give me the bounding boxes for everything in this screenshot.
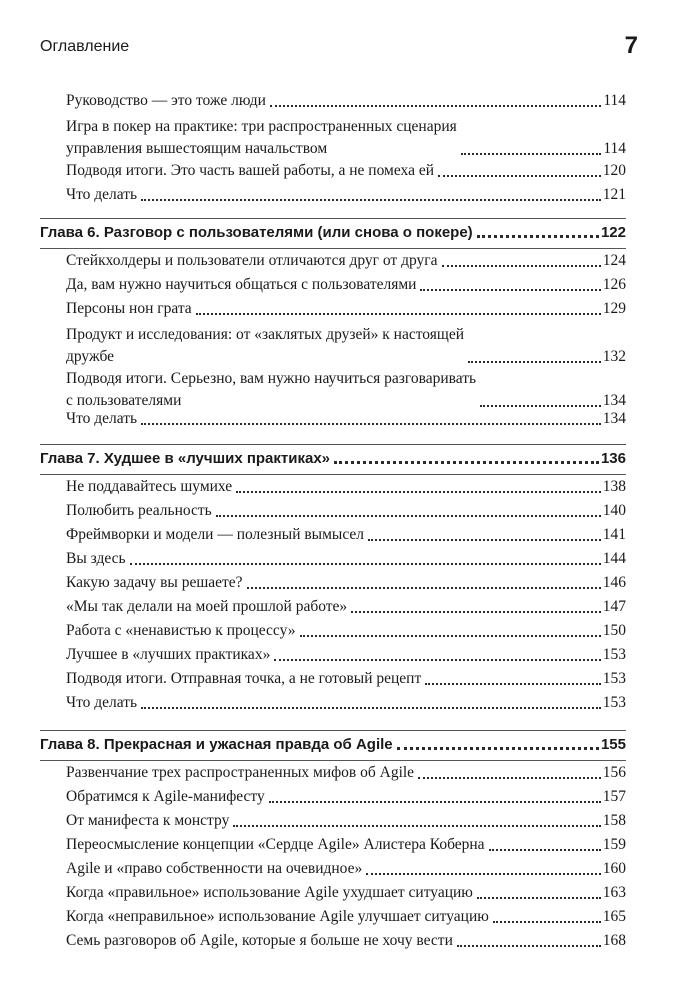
toc-entry-title: Подводя итоги. Серьезно, вам нужно научиться разговаривать с пользователями	[66, 370, 477, 409]
toc-entry-title: Agile и «право собственности на очевидное»	[66, 860, 363, 877]
toc-entry-page: 159	[602, 836, 626, 853]
toc-entry	[66, 692, 626, 714]
toc-entry-page: 124	[602, 252, 626, 269]
toc-entry-title: Персоны нон грата	[66, 300, 192, 317]
toc-entry-title: Полюбить реальность	[66, 502, 212, 519]
toc-entry	[66, 620, 626, 642]
section-divider	[40, 248, 626, 249]
dot-leader	[442, 265, 601, 267]
toc-entry-page: 165	[602, 908, 626, 925]
toc-entry-title: Переосмысление концепции «Сердце Agile» Алистера Коберна	[66, 836, 485, 853]
dot-leader	[270, 105, 601, 107]
toc-entry	[66, 500, 626, 522]
dot-leader	[300, 635, 601, 637]
toc-entry-title: Да, вам нужно научиться общаться с пользователями	[66, 276, 417, 293]
toc-entry-page: 114	[603, 140, 626, 157]
toc-entry-page: 156	[602, 764, 626, 781]
toc-entry-page: 134	[602, 410, 626, 427]
toc-entry-title: Фреймворки и модели — полезный вымысел	[66, 526, 365, 543]
toc-entry-page: 157	[602, 788, 626, 805]
dot-leader	[130, 563, 601, 565]
toc-entry	[66, 644, 626, 666]
toc-entry-title: Какую задачу вы решаете?	[66, 574, 243, 591]
toc-entry-page: 138	[602, 478, 626, 495]
toc-entry	[66, 184, 626, 206]
toc-entry-page: 160	[602, 860, 626, 877]
toc-chapter-page: 136	[600, 450, 626, 467]
section-divider	[40, 444, 626, 445]
toc-entry	[66, 882, 626, 904]
toc-entry-title: От манифеста к монстру	[66, 812, 230, 829]
toc-entry-page: 144	[602, 550, 626, 567]
toc-entry-page: 158	[602, 812, 626, 829]
toc-chapter-page: 155	[600, 736, 626, 753]
toc-entry-title: Стейкхолдеры и пользователи отличаются друг от друга	[66, 252, 438, 269]
dot-leader	[141, 199, 601, 201]
dot-leader	[493, 921, 601, 923]
section-divider	[40, 730, 626, 731]
running-head	[40, 34, 638, 64]
dot-leader	[269, 801, 601, 803]
toc-entry-page: 134	[602, 392, 626, 409]
toc-entry-page: 120	[602, 162, 626, 179]
toc-entry-page: 140	[602, 502, 626, 519]
dot-leader	[420, 289, 600, 291]
dot-leader	[418, 777, 601, 779]
toc-entry	[66, 90, 626, 112]
toc-entry-title: Не поддавайтесь шумихе	[66, 478, 233, 495]
dot-leader	[461, 153, 602, 155]
toc-entry-page: 163	[602, 884, 626, 901]
toc-entry-title: Вы здесь	[66, 550, 126, 567]
toc-entry	[66, 596, 626, 618]
dot-leader	[274, 659, 600, 661]
toc-entry-page: 114	[603, 92, 626, 109]
toc-entry	[66, 762, 626, 784]
toc-entry-title: Лучшее в «лучших практиках»	[66, 646, 271, 663]
toc-entry-title: Развенчание трех распространенных мифов об Agile	[66, 764, 415, 781]
toc-entry-title: Игра в покер на практике: три распространенных сценария управления вышестоящим начальством	[66, 118, 457, 157]
toc-entry	[66, 368, 626, 412]
toc-chapter	[40, 448, 626, 470]
toc-entry-page: 146	[602, 574, 626, 591]
dot-leader	[141, 707, 601, 709]
toc-entry	[66, 906, 626, 928]
dot-leader	[397, 747, 599, 750]
toc-entry-title: Обратимся к Agile-манифесту	[66, 788, 265, 805]
toc-entry-page: 153	[602, 694, 626, 711]
toc-entry-page: 126	[602, 276, 626, 293]
dot-leader	[368, 539, 601, 541]
toc-chapter-title: Глава 6. Разговор с пользователями (или снова о покере)	[40, 224, 473, 241]
toc-entry-title: Что делать	[66, 410, 138, 427]
dot-leader	[351, 611, 601, 613]
page-number: 7	[624, 32, 638, 59]
toc-entry-page: 129	[602, 300, 626, 317]
toc-entry-page: 168	[602, 932, 626, 949]
dot-leader	[457, 945, 601, 947]
toc-entry	[66, 160, 626, 182]
dot-leader	[438, 175, 601, 177]
dot-leader	[480, 405, 601, 407]
toc-entry	[66, 476, 626, 498]
toc-chapter-page: 122	[600, 224, 626, 241]
toc-entry-title: Что делать	[66, 186, 138, 203]
toc-entry	[66, 668, 626, 690]
toc-entry	[66, 298, 626, 320]
toc-entry-page: 132	[602, 348, 626, 365]
dot-leader	[477, 235, 599, 238]
toc-entry	[66, 324, 626, 368]
dot-leader	[141, 423, 601, 425]
dot-leader	[477, 897, 601, 899]
toc-entry-page: 153	[602, 646, 626, 663]
toc-entry-title: Руководство — это тоже люди	[66, 92, 266, 109]
toc-entry-title: Работа с «ненавистью к процессу»	[66, 622, 296, 639]
dot-leader	[196, 313, 601, 315]
dot-leader	[233, 825, 600, 827]
table-of-contents	[40, 78, 626, 978]
toc-entry	[66, 810, 626, 832]
dot-leader	[236, 491, 601, 493]
dot-leader	[366, 873, 600, 875]
toc-entry	[66, 548, 626, 570]
toc-entry-title: Продукт и исследования: от «заклятых друзей» к настоящей дружбе	[66, 326, 465, 365]
toc-entry-title: «Мы так делали на моей прошлой работе»	[66, 598, 348, 615]
section-divider	[40, 218, 626, 219]
toc-entry-title: Подводя итоги. Отправная точка, а не готовый рецепт	[66, 670, 422, 687]
running-title: Оглавление	[40, 38, 130, 55]
toc-entry	[66, 930, 626, 952]
toc-entry	[66, 786, 626, 808]
toc-entry	[66, 274, 626, 296]
toc-entry-title: Что делать	[66, 694, 138, 711]
dot-leader	[489, 849, 601, 851]
toc-entry	[66, 834, 626, 856]
section-divider	[40, 760, 626, 761]
toc-entry-page: 141	[602, 526, 626, 543]
toc-entry	[66, 116, 626, 160]
toc-entry	[66, 858, 626, 880]
dot-leader	[468, 361, 601, 363]
dot-leader	[425, 683, 600, 685]
dot-leader	[216, 515, 601, 517]
dot-leader	[247, 587, 601, 589]
toc-chapter-title: Глава 7. Худшее в «лучших практиках»	[40, 450, 331, 467]
toc-entry	[66, 408, 626, 430]
dot-leader	[334, 461, 599, 464]
toc-entry-page: 153	[602, 670, 626, 687]
toc-entry-page: 147	[602, 598, 626, 615]
toc-entry-page: 121	[602, 186, 626, 203]
toc-entry	[66, 572, 626, 594]
toc-chapter	[40, 222, 626, 244]
toc-entry-page: 150	[602, 622, 626, 639]
toc-entry-title: Когда «правильное» использование Agile ухудшает ситуацию	[66, 884, 473, 901]
toc-entry-title: Семь разговоров об Agile, которые я больше не хочу вести	[66, 932, 453, 949]
toc-entry	[66, 250, 626, 272]
toc-entry-title: Когда «неправильное» использование Agile улучшает ситуацию	[66, 908, 489, 925]
toc-chapter	[40, 734, 626, 756]
toc-chapter-title: Глава 8. Прекрасная и ужасная правда об Agile	[40, 736, 393, 753]
section-divider	[40, 474, 626, 475]
toc-entry	[66, 524, 626, 546]
toc-entry-title: Подводя итоги. Это часть вашей работы, а не помеха ей	[66, 162, 434, 179]
